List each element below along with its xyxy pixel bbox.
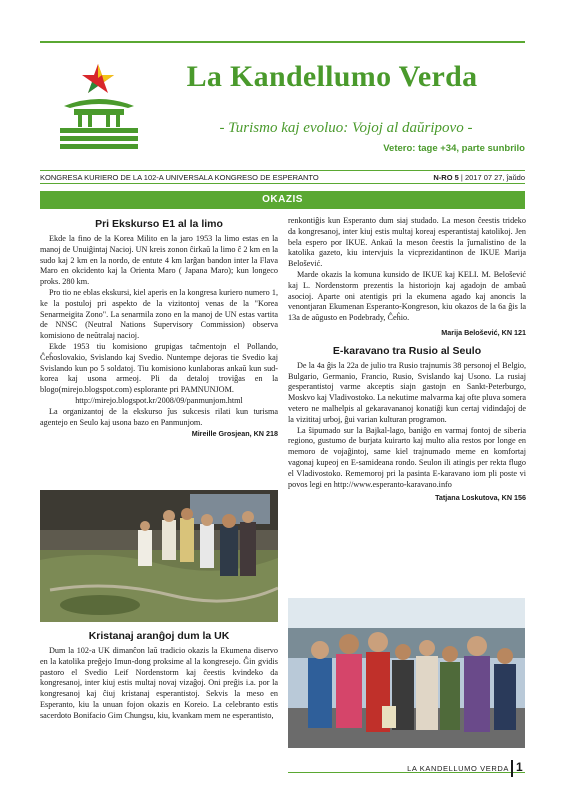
footer-publication-name: LA KANDELLUMO VERDA [407,764,509,773]
masthead-title: La Kandellumo Verda [186,60,478,93]
paragraph: renkontiĝis kun Esperanto dum siaj studado. La meson ĉeestis trideko da kongresanoj, inter kiuj estis multaj koreaj esperantistaj katolikoj. Jen bela espero por IKUE. Ankaŭ la meson ĉeestis la ĵurnalistino de la katolika gazeto, kiu intervjuis la vicprezidantinon de IKUE Marija Belošević. [288,216,526,269]
page-number: 1 [516,760,523,774]
publication-line: KONGRESA KURIERO DE LA 102-A UNIVERSALA KONGRESO DE ESPERANTO [40,173,319,182]
author-signature: Tatjana Loskutova, KN 156 [435,493,526,503]
weather-info: Vetero: tage +34, parte sunbrilo [383,143,525,154]
masthead-subtitle: - Turismo kaj evoluo: Vojoj al daŭripovo - [219,120,473,136]
karavano-group-photo [288,598,525,748]
author-signature: Mireille Grosjean, KN 218 [191,429,278,439]
paragraph: Ekde la fino de la Korea Milito en la jaro 1953 la limo estas en la manoj de Unuiĝintaj Nacioj. UN kreis zonon ĉirkaŭ la limo ĉ 2 km en la sudo kaj 2 km en la nordo, de entute 4 km larĝan bandon inter la Flava Maro en okcidento kaj la Orienta Maro ( Japana Maro); kun longeco proks. 280 km. [40,234,278,287]
dmz-model-photo [40,490,278,622]
section-band: OKAZIS [40,191,525,209]
paragraph: Pro tio ne eblas ekskursi, kiel aperis en la kongresa kuriero numero 1, ke la postuloj pri aspekto de la vizitontoj venas de la "Korea Senarmeigita Zono". La senarmila zono en la manoj de UN estas vartita de NNSC (Neutral Nations Supervisory Commission) observa komisiono de neŭtralaj nacioj. [40,287,278,341]
paragraph: Ekde 1953 tiu komisiono grupigas taĉmentojn el Pollando, Ĉeĥoslovakio, Svislando kaj Svedio. Nuntempe dejoras tie Svedio kaj Svislando kun po 5 soldatoj. Tiu komisiono kunlaboras ankaŭ kun sud-korea kaj usona armeoj. Pli da detaloj troviĝas en la blogo(mirejo.blogspot.com) esplorante pri PAMNUNJOM. [40,341,278,395]
paragraph: Marde okazis la komuna kunsido de IKUE kaj KELI. M. Belošević kaj L. Nordenstorm prezentis la historiojn kaj agadojn de ambaŭ asocioj. Aparte oni atentigis pri la ekumena agado kaj anoncis la venontjaran Ekumenan Esperanto-Kongreson, kiu okazos de la 6a ĝis la 13a de aŭgusto en Podebrady, Ĉeĥio. [288,269,526,323]
blog-link[interactable]: http://mirejo.blogspot.kr/2008/09/panmunjom.html [75,395,243,405]
left-column-lower [40,630,278,722]
pagoda-star-logo [56,62,142,154]
left-column [40,218,278,440]
top-rule [40,41,525,43]
paragraph: La organizantoj de la ekskurso ĵus sukcesis rilati kun turisma agentejo en Seulo kaj usona bazo en Panmunjom. [40,406,278,427]
right-column [288,216,526,504]
article-heading-ekaravano: E-karavano tra Rusio al Seulo [332,344,482,357]
footer-divider [511,760,513,777]
issue-number: N-RO 5 [433,173,459,182]
article-heading-ekskurso: Pri Ekskurso E1 al la limo [95,218,223,230]
author-signature: Marija Belošević, KN 121 [441,327,526,337]
issue-number-date: N-RO 5 | 2017 07 27, ĵaŭdo [433,173,525,182]
paragraph: Dum la 102-a UK dimanĉon laŭ tradicio okazis la Ekumena diservo en la katolika preĝejo Imun-dong proksime al la kongresejo. Ĝin gvidis pastoro el Svedio Leif Nordenstorm kaj ĉeestis kvindeko da kongresanoj, inter kiuj estis multaj novaj vizaĝoj. Oni preĝis i.a. por la kongresanoj kaj ĉiuj kristanaj esperantistoj. Sekvis la meso en Esperanto, kiu la unuan fojon okazis en Koreio. La celebranto estis sacerdoto Bonifacio Gim Chungsu, kiu, kvankam mem ne esperantisto, [40,646,278,720]
paragraph: De la 4a ĝis la 22a de julio tra Rusio trajnumis 38 personoj el Belgio, Bulgario, Germanio, Francio, Rusio, Svislando kaj Usono. La rusiaj gesperantistoj varme akceptis siajn gastojn en Sankt-Peterburgo, Moskvo kaj Vladivostoko. La nekutime malvarma kaj ofte pluva somera vetero ne malhelpis al gekaravananoj konatiĝi kun certaj vidindaĵoj de la vizititaj urboj, ĝui varian kulturan programon. [288,360,526,424]
issue-date: 2017 07 27, ĵaŭdo [464,173,525,182]
paragraph: La ŝipumado sur la Bajkal-lago, baniĝo en varmaj fontoj de siberia regiono, gustumo de burjata kuirarto kaj multo alia restos por longe en memoro de vojaĝintoj, same kiel trajnumado meme en komfortaj vagonaj kupeoj en E-samideana rondo. Seulon ili atingis per rekta flugo el Vladivostoko. Rememoroj pri la pasinta E-karavano iom pli poste vi povos legi en http://www.esperanto-karavano.info [288,425,526,489]
issue-bar [40,170,525,184]
article-heading-kristanaj: Kristanaj aranĝoj dum la UK [88,630,230,642]
